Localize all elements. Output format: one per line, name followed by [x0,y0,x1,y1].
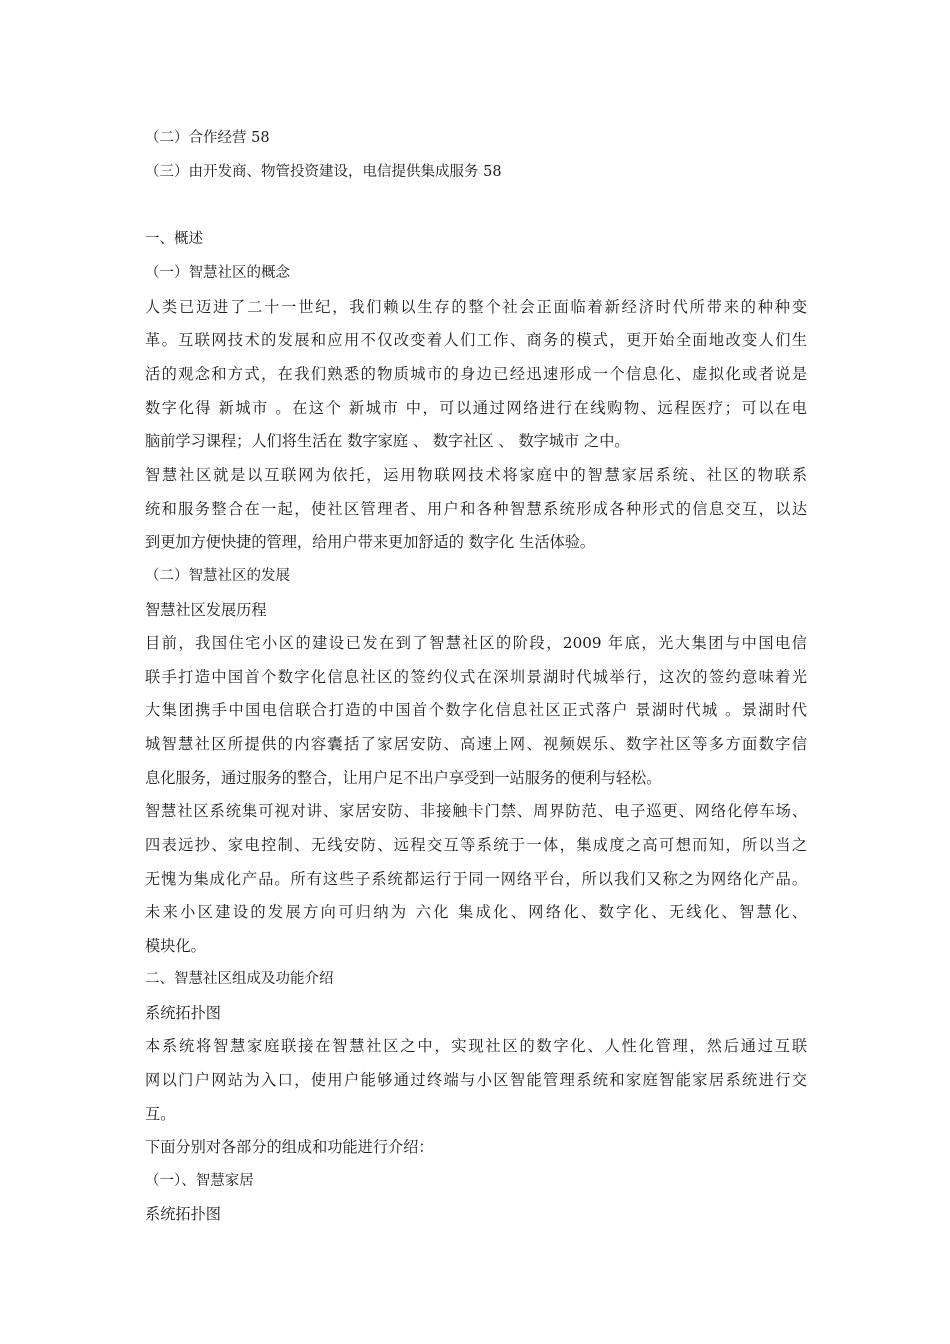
paragraph-line: 模块化。 [145,937,206,955]
paragraph-line: 脑前学习课程；人们将生活在 数字家庭 、 数字社区 、 数字城市 之中。 [145,432,630,450]
paragraph-line: 息化服务，通过服务的整合，让用户足不出户享受到一站服务的便利与轻松。 [145,769,662,787]
section-heading: 一、概述 [145,231,203,247]
paragraph-line: 革。互联网技术的发展和应用不仅改变着人们工作、商务的模式，更开始全面地改变人们生 [145,331,807,349]
figure-label: 系统拓扑图 [145,1004,221,1022]
paragraph-line: 智慧社区就是以互联网为依托，运用物联网技术将家庭中的智慧家居系统、社区的物联系 [145,466,807,484]
paragraph-line: 到更加方便快捷的管理，给用户带来更加舒适的 数字化 生活体验。 [145,533,596,551]
subsection-heading: （一）、智慧家居 [145,1173,254,1189]
paragraph-line: 大集团携手中国电信联合打造的中国首个数字化信息社区正式落户 景湖时代城 。景湖时代 [145,701,807,719]
paragraph-line: 无愧为集成化产品。所有这些子系统都运行于同一网络平台，所以我们又称之为网络化产品。 [145,870,807,888]
paragraph-line: 网以门户网站为入口，使用户能够通过终端与小区智能管理系统和家庭智能家居系统进行交 [145,1071,807,1089]
paragraph-line: 目前，我国住宅小区的建设已发在到了智慧社区的阶段，2009 年底，光大集团与中国电信 [145,634,807,652]
subsection-heading: （二）智慧社区的发展 [145,568,290,584]
paragraph-line: 活的观念和方式，在我们熟悉的物质城市的身边已经迅速形成一个信息化、虚拟化或者说是 [145,365,807,383]
paragraph-line: 城智慧社区所提供的内容囊括了家居安防、高速上网、视频娱乐、数字社区等多方面数字信 [145,735,807,753]
paragraph-line: 人类已迈进了二十一世纪，我们赖以生存的整个社会正面临着新经济时代所带来的种种变 [145,298,807,316]
toc-entry: （三）由开发商、物管投资建设，电信提供集成服务 58 [145,164,502,180]
paragraph-line: 智慧社区系统集可视对讲、家居安防、非接触卡门禁、周界防范、电子巡更、网络化停车场、 [145,802,807,820]
paragraph-line: 四表远抄、家电控制、无线安防、远程交互等系统于一体，集成度之高可想而知，所以当之 [145,836,807,854]
paragraph-line: 联手打造中国首个数字化信息社区的签约仪式在深圳景湖时代城举行，这次的签约意味着光 [145,668,807,686]
figure-label: 系统拓扑图 [145,1205,221,1223]
paragraph-line: 统和服务整合在一起，使社区管理者、用户和各种智慧系统形成各种形式的信息交互，以达 [145,500,807,518]
paragraph-line: 数字化得 新城市 。在这个 新城市 中，可以通过网络进行在线购物、远程医疗；可以在电 [145,399,807,417]
paragraph-line: 本系统将智慧家庭联接在智慧社区之中，实现社区的数字化、人性化管理，然后通过互联 [145,1037,807,1055]
toc-entry: （二）合作经营 58 [145,130,270,146]
paragraph-heading: 智慧社区发展历程 [145,601,267,619]
paragraph-line: 互。 [145,1105,176,1123]
paragraph-line: 下面分别对各部分的组成和功能进行介绍： [145,1138,434,1156]
subsection-heading: （一）智慧社区的概念 [145,265,290,281]
section-heading: 二、智慧社区组成及功能介绍 [145,971,334,987]
paragraph-line: 未来小区建设的发展方向可归纳为 六化 集成化、网络化、数字化、无线化、智慧化、 [145,903,807,921]
